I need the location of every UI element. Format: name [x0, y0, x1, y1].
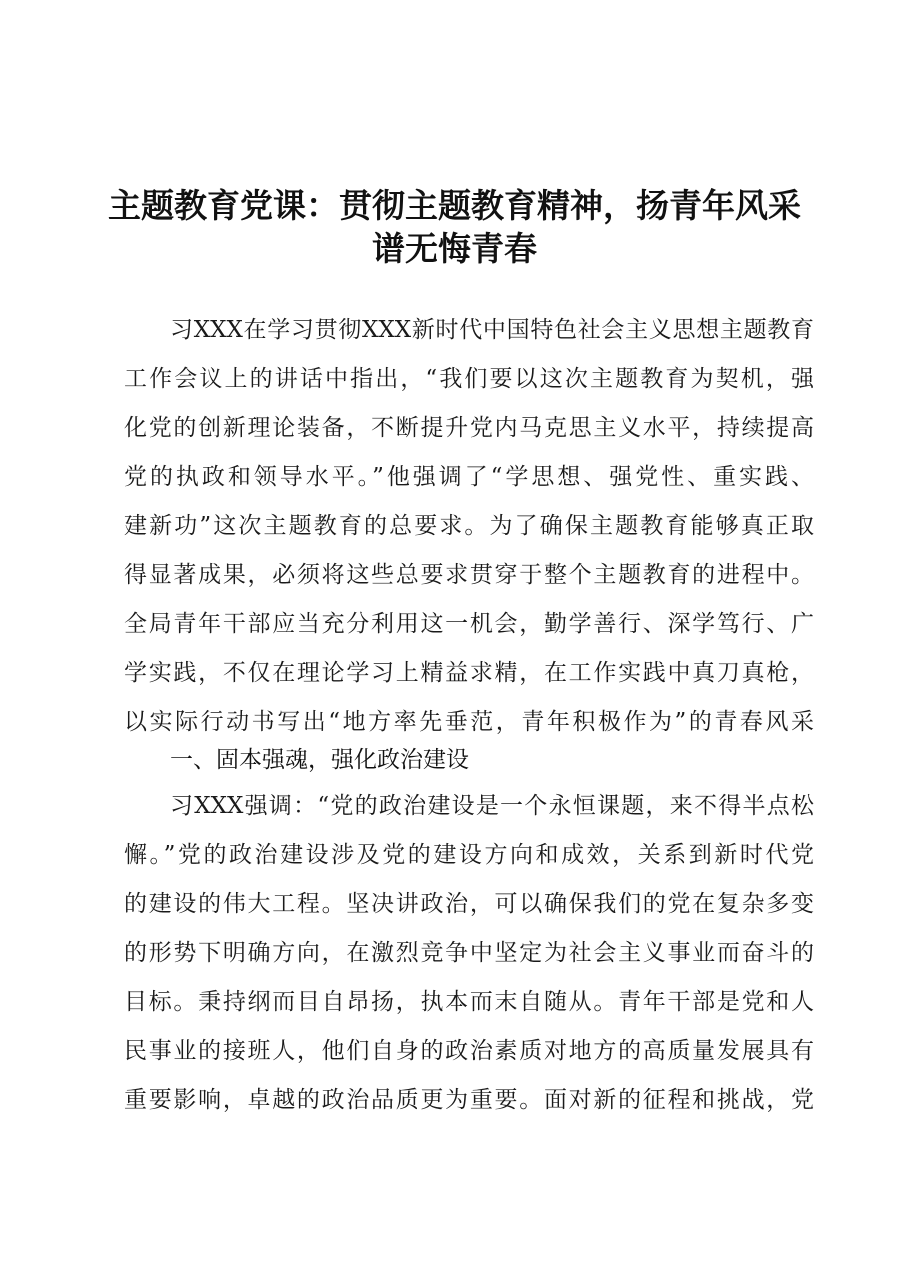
document-title-line-1: 主题教育党课：贯彻主题教育精神，扬青年风采: [108, 186, 801, 225]
paragraph-2-line: 习XXX强调：“党的政治建设是一个永恒课题，来不得半点松: [170, 793, 814, 819]
paragraph-1-line: 化党的创新理论装备，不断提升党内马克思主义水平，持续提高: [124, 415, 814, 441]
paragraph-2-line: 的形势下明确方向，在激烈竞争中坚定为社会主义事业而奋斗的: [124, 940, 814, 966]
document-title-line-2: 谱无悔青春: [372, 229, 537, 268]
paragraph-1-line: 学实践，不仅在理论学习上精益求精，在工作实践中真刀真枪，: [124, 660, 814, 686]
paragraph-1-line: 以实际行动书写出“地方率先垂范，青年积极作为”的青春风采: [124, 709, 814, 735]
paragraph-2-line: 重要影响，卓越的政治品质更为重要。面对新的征程和挑战，党: [124, 1087, 814, 1113]
paragraph-1-line: 全局青年干部应当充分利用这一机会，勤学善行、深学笃行、广: [124, 611, 814, 637]
paragraph-1-line: 建新功”这次主题教育的总要求。为了确保主题教育能够真正取: [124, 513, 814, 539]
paragraph-2-line: 民事业的接班人，他们自身的政治素质对地方的高质量发展具有: [124, 1038, 814, 1064]
paragraph-2-line: 的建设的伟大工程。坚决讲政治，可以确保我们的党在复杂多变: [124, 891, 814, 917]
section-heading-1: 一、固本强魂，强化政治建设: [170, 747, 469, 773]
paragraph-1-line: 得显著成果，必须将这些总要求贯穿于整个主题教育的进程中。: [124, 562, 814, 588]
paragraph-1-line: 习XXX在学习贯彻XXX新时代中国特色社会主义思想主题教育: [170, 317, 814, 343]
paragraph-2-line: 懈。”党的政治建设涉及党的建设方向和成效，关系到新时代党: [124, 842, 814, 868]
paragraph-1-line: 党的执政和领导水平。”他强调了“学思想、强党性、重实践、: [124, 464, 814, 490]
paragraph-2-line: 目标。秉持纲而目自昂扬，执本而末自随从。青年干部是党和人: [124, 989, 814, 1015]
paragraph-1-line: 工作会议上的讲话中指出，“我们要以这次主题教育为契机，强: [124, 366, 814, 392]
